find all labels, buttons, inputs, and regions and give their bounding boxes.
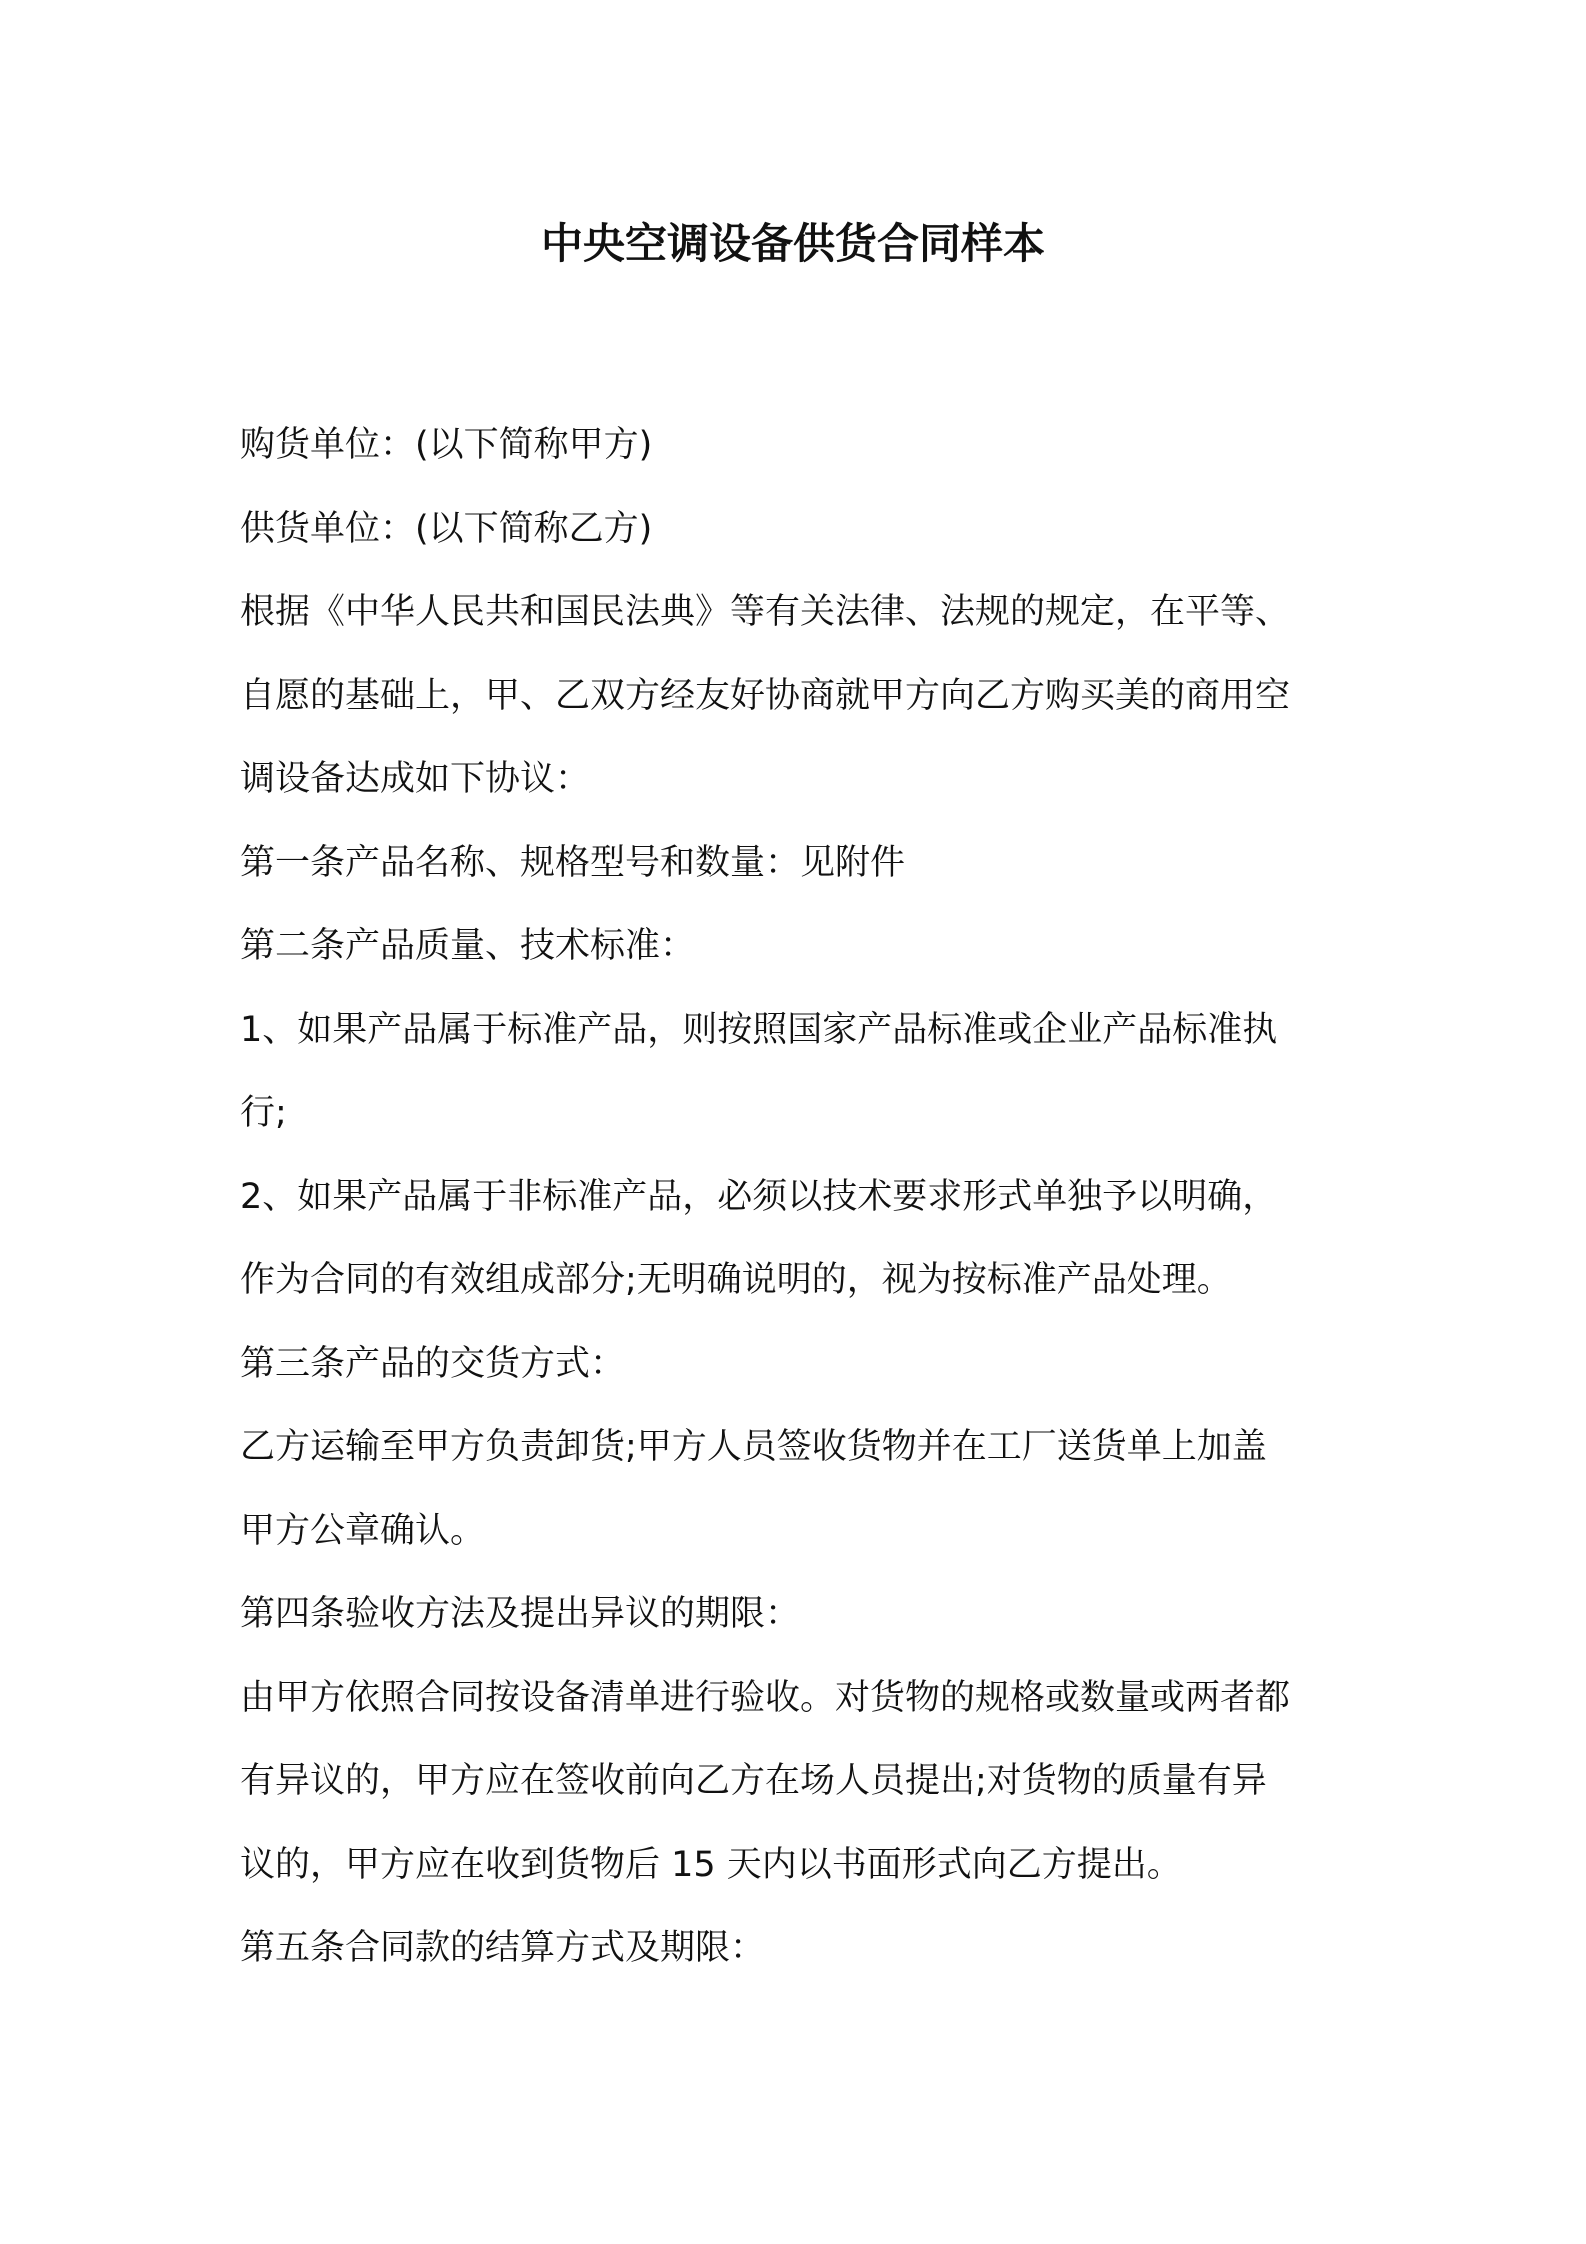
party-b-line: 供货单位：(以下简称乙方) <box>240 508 653 549</box>
article-2-item-2: 2、如果产品属于非标准产品，必须以技术要求形式单独予以明确， <box>240 1176 1278 1217</box>
article-1-heading: 第一条产品名称、规格型号和数量：见附件 <box>240 842 906 883</box>
article-4-text: 有异议的，甲方应在签收前向乙方在场人员提出;对货物的质量有异 <box>240 1761 1267 1801</box>
document-body <box>240 404 1360 1991</box>
preamble-line: 自愿的基础上，甲、乙双方经友好协商就甲方向乙方购买美的商用空 <box>240 675 1291 716</box>
article-4-text: 议的，甲方应在收到货物后 15 天内以书面形式向乙方提出。 <box>240 1844 1182 1885</box>
article-2-heading: 第二条产品质量、技术标准： <box>240 926 696 966</box>
party-a-line: 购货单位：(以下简称甲方) <box>240 425 653 465</box>
article-4-text: 由甲方依照合同按设备清单进行验收。对货物的规格或数量或两者都 <box>240 1677 1291 1718</box>
preamble-line: 调设备达成如下协议： <box>240 759 591 799</box>
article-3-text: 甲方公章确认。 <box>240 1510 486 1551</box>
document-title: 中央空调设备供货合同样本 <box>540 219 1045 268</box>
article-3-heading: 第三条产品的交货方式： <box>240 1343 626 1384</box>
article-4-heading: 第四条验收方法及提出异议的期限： <box>240 1594 801 1634</box>
article-3-text: 乙方运输至甲方负责卸货;甲方人员签收货物并在工厂送货单上加盖 <box>240 1427 1267 1467</box>
preamble-line: 根据《中华人民共和国民法典》等有关法律、法规的规定，在平等、 <box>240 592 1291 632</box>
article-2-item-2: 作为合同的有效组成部分;无明确说明的，视为按标准产品处理。 <box>240 1260 1232 1300</box>
article-2-item-1: 行; <box>240 1093 287 1133</box>
article-5-heading: 第五条合同款的结算方式及期限： <box>240 1928 766 1968</box>
article-2-item-1: 1、如果产品属于标准产品，则按照国家产品标准或企业产品标准执 <box>240 1009 1278 1050</box>
